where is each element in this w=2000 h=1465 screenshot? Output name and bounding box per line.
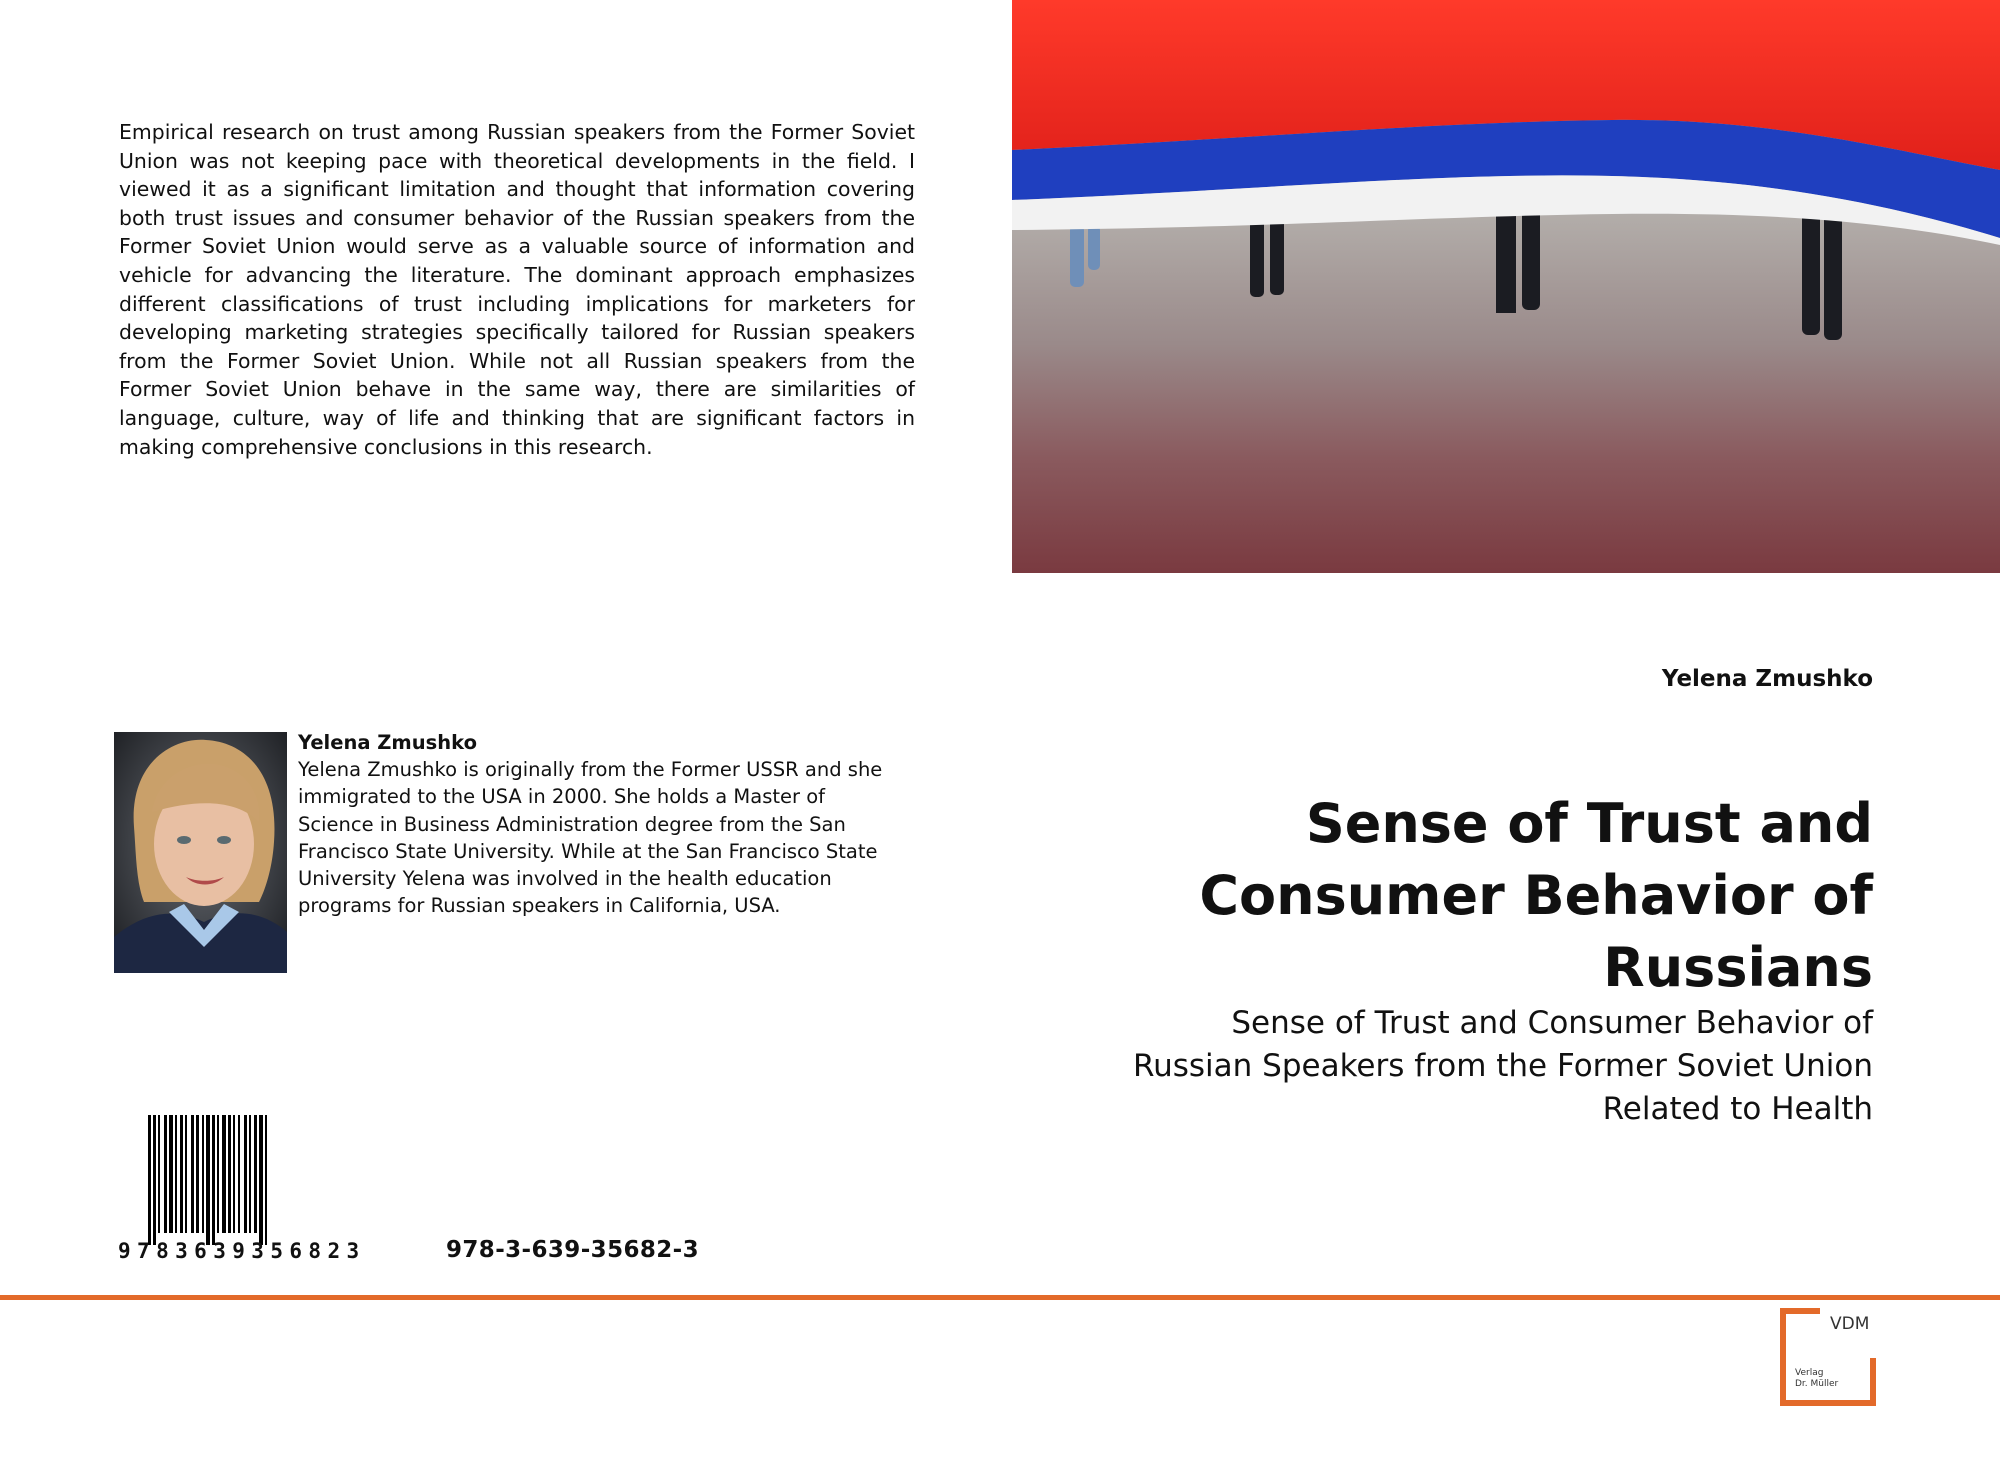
barcode-bar <box>265 1115 267 1245</box>
front-cover-author: Yelena Zmushko <box>1661 666 1873 692</box>
back-cover-blurb: Empirical research on trust among Russian speakers from the Former Soviet Union was not keeping pace with theoretical developments in the field. I viewed it as a significant limitation and thought that information covering both trust issues and consumer behavior of the Russian speakers from the Former Soviet Union would serve as a valuable source of information and vehicle for advancing the literature. The dominant approach emphasizes different classifications of trust including implications for marketers for developing marketing strategies specifically tailored for Russian speakers from the Former Soviet Union. While not all Russian speakers from the Former Soviet Union behave in the same way, there are similarities of language, culture, way of life and thinking that are significant factors in making comprehensive conclusions in this research. <box>119 120 915 459</box>
barcode-bar <box>206 1115 210 1245</box>
book-subtitle: Sense of Trust and Consumer Behavior of Russian Speakers from the Former Soviet Union Related to Health <box>1132 1005 1873 1127</box>
publisher-subname <box>1795 1368 1838 1390</box>
barcode-bar <box>164 1115 167 1233</box>
isbn-number: 978-3-639-35682-3 <box>446 1237 700 1263</box>
author-photo <box>114 732 287 973</box>
cover-photo-russian-flag <box>1012 0 2000 573</box>
publisher-logo <box>1780 1308 1876 1406</box>
barcode-bar <box>244 1115 247 1233</box>
bottom-divider <box>0 1295 2000 1300</box>
author-bio-text: Yelena Zmushko is originally from the Former USSR and she immigrated to the USA in 2000. She holds a Master of Science in Business Administration degree from the San Francisco State University. While at the San Francisco State University Yelena was involved in the health education programs for Russian speakers in California, USA. <box>298 758 883 918</box>
barcode-digits: 9783639356823 <box>118 1239 366 1263</box>
author-bio <box>298 729 898 919</box>
publisher-line-1: Verlag <box>1795 1368 1824 1378</box>
barcode-bar <box>254 1115 257 1233</box>
publisher-name: VDM <box>1830 1314 1870 1334</box>
barcode-bar <box>169 1115 173 1233</box>
logo-frame <box>1870 1358 1876 1406</box>
logo-frame <box>1780 1308 1786 1406</box>
book-title: Sense of Trust and Consumer Behavior of Russians <box>1199 792 1873 999</box>
barcode-bar <box>191 1115 194 1233</box>
barcode-bar <box>212 1115 215 1245</box>
barcode <box>118 1115 418 1265</box>
barcode-bar <box>228 1115 231 1233</box>
author-bio-name: Yelena Zmushko <box>298 731 477 754</box>
barcode-bar <box>249 1115 251 1233</box>
publisher-line-2: Dr. Müller <box>1795 1379 1839 1389</box>
barcode-bar <box>238 1115 240 1233</box>
logo-frame <box>1780 1308 1820 1314</box>
barcode-bar <box>196 1115 199 1233</box>
barcode-bar <box>185 1115 187 1233</box>
barcode-bar <box>217 1115 219 1233</box>
barcode-bar <box>180 1115 183 1233</box>
barcode-bar <box>202 1115 204 1233</box>
barcode-bar <box>233 1115 235 1233</box>
barcode-bar <box>222 1115 226 1233</box>
barcode-bar <box>153 1115 156 1245</box>
barcode-bar <box>259 1115 263 1245</box>
barcode-bars <box>118 1115 418 1245</box>
barcode-bar <box>158 1115 160 1233</box>
barcode-bar <box>148 1115 151 1245</box>
logo-frame <box>1780 1400 1876 1406</box>
barcode-bar <box>175 1115 177 1233</box>
